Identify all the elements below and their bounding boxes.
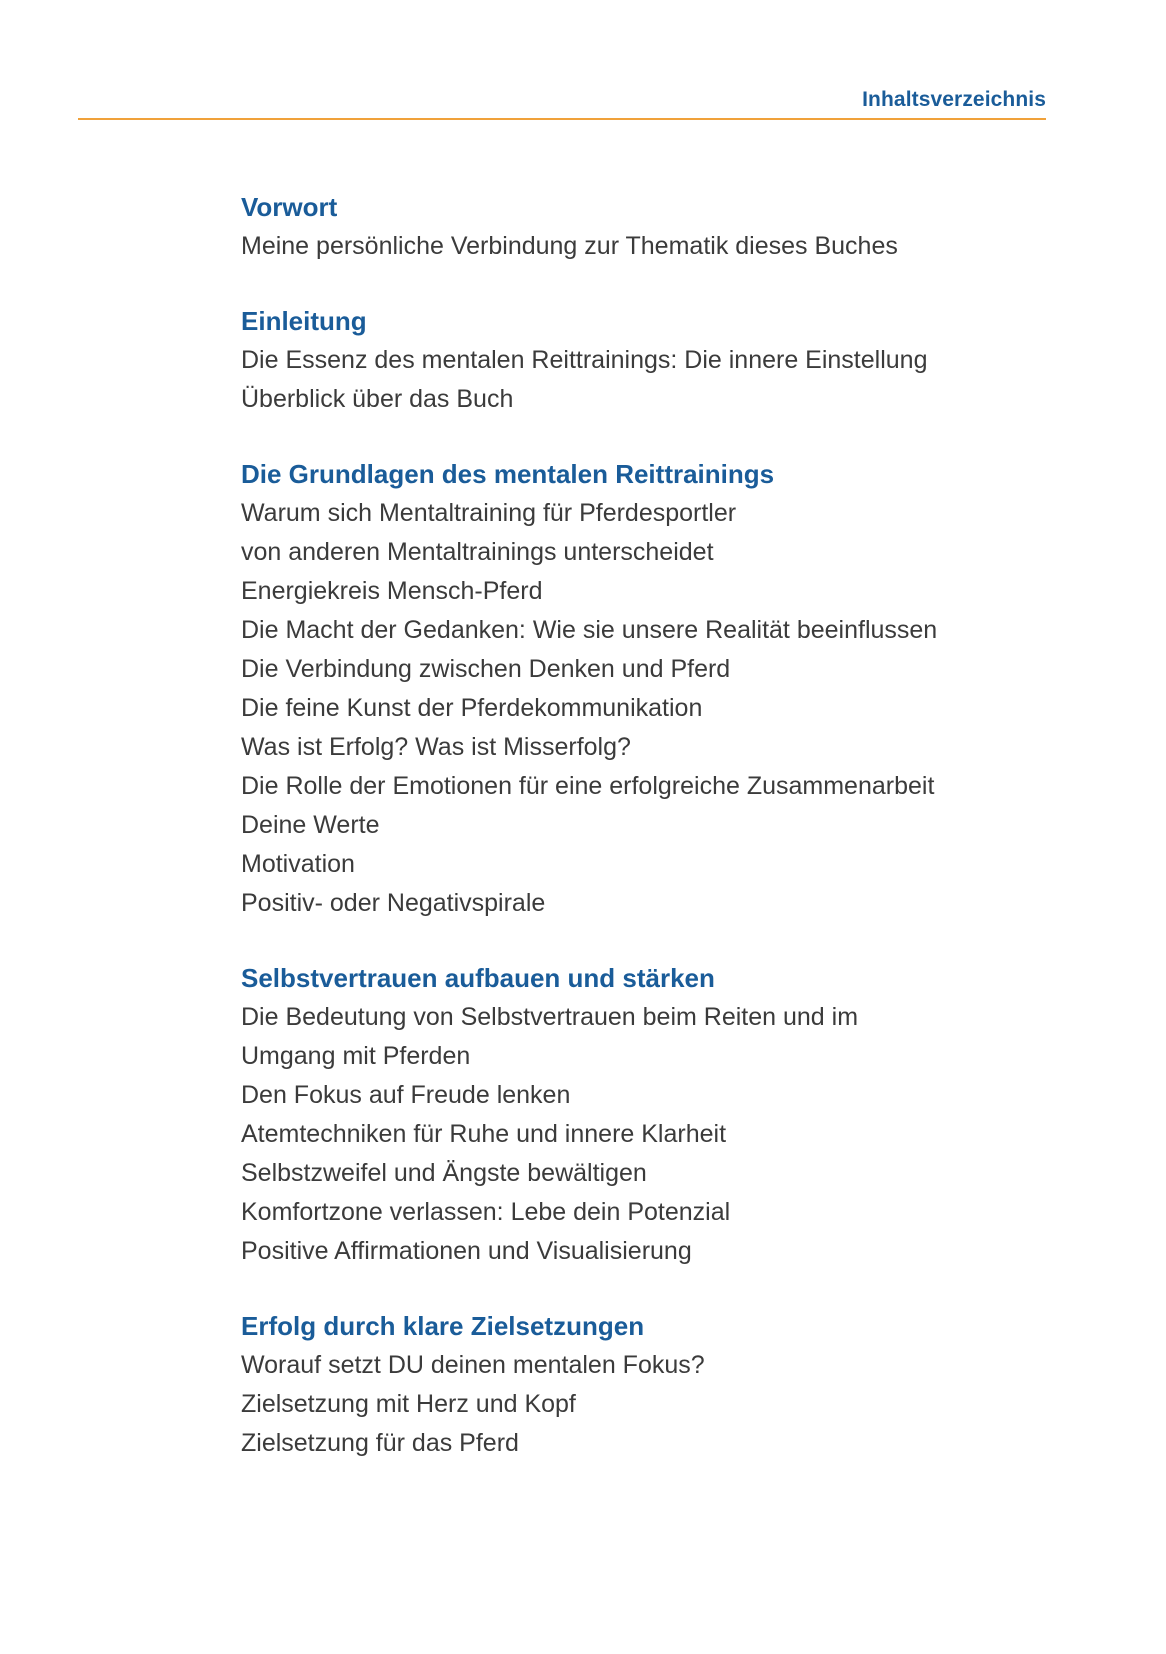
toc-entry: Zielsetzung mit Herz und Kopf	[241, 1390, 576, 1418]
toc-entry: Positive Affirmationen und Visualisierung	[241, 1237, 692, 1265]
toc-entry: Die Verbindung zwischen Denken und Pferd	[241, 655, 731, 683]
toc-entry: Warum sich Mentaltraining für Pferdesportler	[241, 499, 737, 527]
toc-entry: Was ist Erfolg? Was ist Misserfolg?	[241, 733, 631, 761]
toc-entry: Die Rolle der Emotionen für eine erfolgreiche Zusammenarbeit	[241, 772, 935, 800]
toc-heading: Vorwort	[241, 192, 338, 222]
toc-entry: Energiekreis Mensch-Pferd	[241, 577, 543, 605]
toc-heading: Die Grundlagen des mentalen Reittrainings	[241, 459, 775, 489]
toc-entry: Den Fokus auf Freude lenken	[241, 1081, 571, 1109]
toc-heading: Einleitung	[241, 306, 367, 336]
header-divider	[78, 118, 1046, 120]
toc-section-selbstvertrauen	[241, 959, 1061, 1271]
toc-heading: Selbstvertrauen aufbauen und stärken	[241, 963, 715, 993]
toc-entry: Deine Werte	[241, 811, 380, 839]
toc-section-zielsetzungen	[241, 1307, 1061, 1463]
toc-entry: Worauf setzt DU deinen mentalen Fokus?	[241, 1351, 705, 1379]
toc-entry: Die Macht der Gedanken: Wie sie unsere Realität beeinflussen	[241, 616, 938, 644]
toc-entry: Meine persönliche Verbindung zur Thematik dieses Buches	[241, 232, 898, 260]
toc-entry: Atemtechniken für Ruhe und innere Klarheit	[241, 1120, 727, 1148]
toc-section-grundlagen	[241, 455, 1061, 923]
toc-entry: Die Essenz des mentalen Reittrainings: Die innere Einstellung	[241, 346, 928, 374]
toc-entry: Umgang mit Pferden	[241, 1042, 471, 1070]
toc-entry: Selbstzweifel und Ängste bewältigen	[241, 1159, 647, 1187]
toc-entry: von anderen Mentaltrainings unterscheidet	[241, 538, 714, 566]
table-of-contents	[241, 188, 1061, 1499]
toc-entry: Motivation	[241, 850, 355, 878]
toc-section-vorwort	[241, 188, 1061, 266]
toc-entry: Überblick über das Buch	[241, 385, 514, 413]
toc-heading: Erfolg durch klare Zielsetzungen	[241, 1311, 645, 1341]
toc-entry: Komfortzone verlassen: Lebe dein Potenzial	[241, 1198, 731, 1226]
toc-entry: Positiv- oder Negativspirale	[241, 889, 546, 917]
running-header-title: Inhaltsverzeichnis	[862, 88, 1046, 111]
toc-entry: Die feine Kunst der Pferdekommunikation	[241, 694, 703, 722]
toc-entry: Zielsetzung für das Pferd	[241, 1429, 519, 1457]
toc-entry: Die Bedeutung von Selbstvertrauen beim Reiten und im	[241, 1003, 859, 1031]
toc-section-einleitung	[241, 302, 1061, 419]
